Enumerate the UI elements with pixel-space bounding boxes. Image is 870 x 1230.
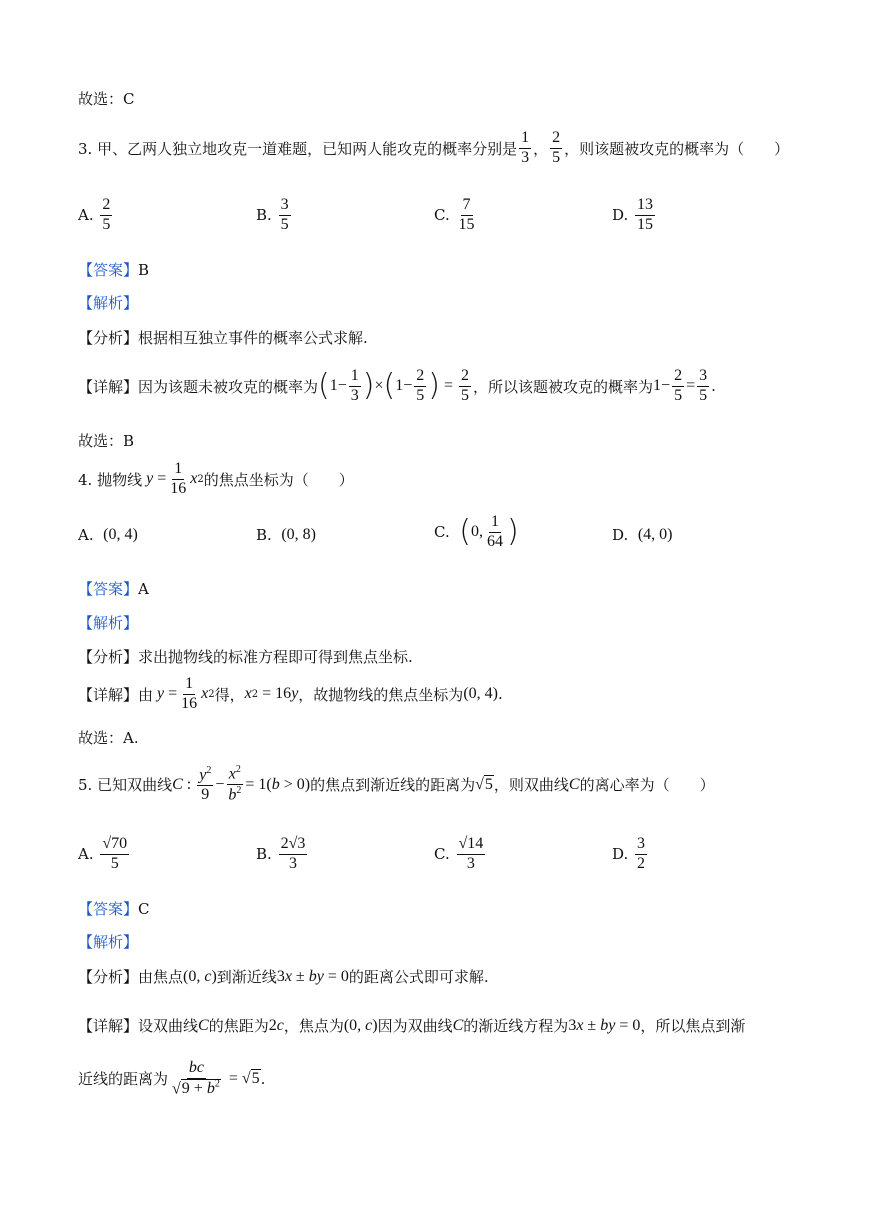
q3-xiangjie: 【详解】 因为该题未被攻克的概率为 ( 1− $\frac{1}{3}$ ) × ( 1− $\frac{2}{5}$ ) = $\frac{2}{5}$ ，所以该题被攻克的概率为 1− $\frac{2}{5}$ = $\frac{3}{5}$ . xyxy=(78,367,716,404)
q4-xiangjie: 【详解】 由 y = $\frac{1}{16}$ x 2 得， x 2 = 16y ，故抛物线的焦点坐标为 (0, 4) . xyxy=(78,675,503,712)
q3-option-d: D. $\frac{13}{15}$ xyxy=(612,196,654,233)
q5-option-c: C. $\frac{√14}{3}$ xyxy=(434,835,484,872)
q4-option-a: A. (0, 4) xyxy=(78,526,138,544)
q5-fenxi: 【分析】 由焦点 (0, c) 到渐近线 3x ± by = 0 的距离公式即可求解. xyxy=(78,967,489,986)
prev-conclusion: 故选：C xyxy=(78,90,135,108)
q4-stem: 4. 抛物线 y = $\frac{1}{16}$ x 2 的焦点坐标为（ ） xyxy=(78,460,354,497)
q5-xiangjie: 【详解】 设双曲线 C 的焦距为 2c ，焦点为 (0, c) 因为双曲线 C 的渐近线方程为 3x ± by = 0 ，所以焦点到渐 xyxy=(78,1016,746,1035)
q3-fenxi: 【分析】 根据相互独立事件的概率公式求解. xyxy=(78,329,368,347)
q3-option-a: A. $\frac{2}{5}$ xyxy=(78,196,111,233)
q3-stem: 3. 甲、乙两人独立地攻克一道难题，已知两人能攻克的概率分别是 $\frac{1}{3}$ ， $\frac{2}{5}$ ，则该题被攻克的概率为（ ） xyxy=(78,129,790,166)
q3-option-c: C. $\frac{7}{15}$ xyxy=(434,196,475,233)
q5-answer: 【答案】 C xyxy=(78,899,150,918)
q4-conclusion: 故选：A. xyxy=(78,729,139,747)
q4-option-d: D. (4, 0) xyxy=(612,526,673,544)
q4-fenxi: 【分析】 求出抛物线的标准方程即可得到焦点坐标. xyxy=(78,648,413,666)
q5-option-a: A. $\frac{√70}{5}$ xyxy=(78,835,128,872)
q3-option-b: B. $\frac{3}{5}$ xyxy=(256,196,289,233)
q3-answer: 【答案】 B xyxy=(78,260,150,279)
q5-stem: 5. 已知双曲线 C : $\frac{y^2}{9}$ − $\frac{x^2}{b^2}$ = 1 (b > 0) 的焦点到渐近线的距离为 √5 ，则双曲线 C 的离心率为（ ） xyxy=(78,764,715,804)
q5-xiangjie-cont: 近线的距离为 $\frac{bc}{√9 + b^2}$ = √5 . xyxy=(78,1059,266,1098)
q3-jiexi: 【解析】 xyxy=(78,294,139,312)
q5-option-b: B. $\frac{2√3}{3}$ xyxy=(256,835,306,872)
q3-conclusion: 故选：B xyxy=(78,432,135,450)
q5-jiexi: 【解析】 xyxy=(78,933,139,951)
q5-option-d: D. $\frac{3}{2}$ xyxy=(612,835,646,872)
q4-option-b: B. (0, 8) xyxy=(256,526,316,544)
q4-option-c: C. ( 0, $\frac{1}{64}$ ) xyxy=(434,513,519,550)
q4-answer: 【答案】 A xyxy=(78,579,149,598)
q4-jiexi: 【解析】 xyxy=(78,614,139,632)
